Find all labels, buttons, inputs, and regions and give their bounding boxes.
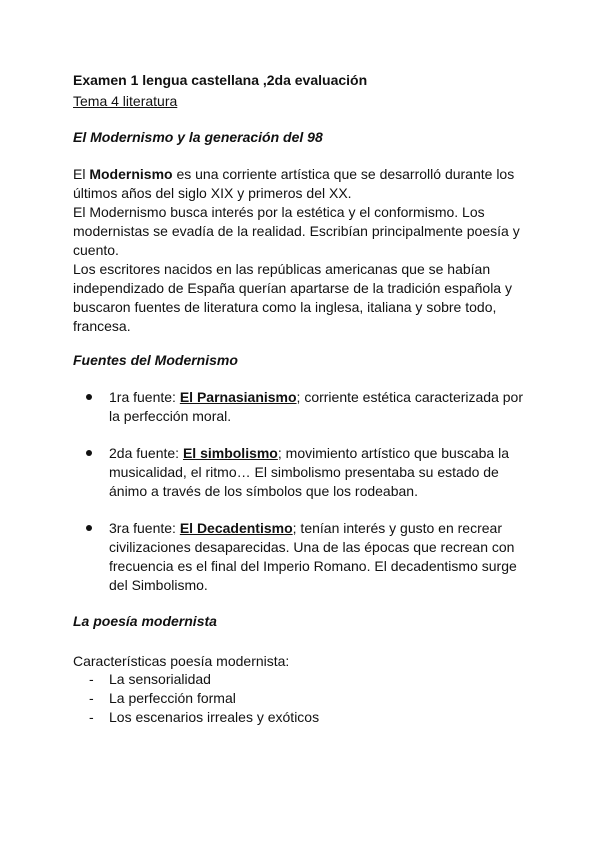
section-heading-modernismo: El Modernismo y la generación del 98: [73, 129, 323, 145]
characteristics-intro: Características poesía modernista:: [73, 653, 290, 669]
list-item: 2da fuente: El simbolismo; movimiento artístico que buscaba la musicalidad, el ritmo… El simbolismo presentaba su estado de ánimo a través de los símbolos que los rodeaban.: [73, 444, 533, 501]
dash-icon: -: [89, 690, 94, 706]
document-subtitle: Tema 4 literatura: [73, 93, 178, 109]
list-item: - La perfección formal: [89, 690, 236, 706]
list-item: - La sensorialidad: [89, 671, 211, 687]
fuente-list-1: [73, 388, 533, 444]
list-item: - Los escenarios irreales y exóticos: [89, 709, 320, 725]
bullet-icon: [86, 394, 92, 400]
bullet-icon: [86, 450, 92, 456]
fuente-name: El Decadentismo: [179, 520, 293, 536]
fuente-name: El Parnasianismo: [179, 389, 297, 405]
characteristics-list: [73, 670, 533, 727]
list-item: 1ra fuente: El Parnasianismo; corriente estética caracterizada por la perfección moral.: [73, 388, 533, 426]
section-heading-poesia: La poesía modernista: [73, 613, 217, 629]
bullet-icon: [86, 525, 92, 531]
fuente-list-2: [73, 444, 533, 519]
paragraph-2: El Modernismo busca interés por la estética y el conformismo. Los modernistas se evadía de la realidad. Escribían principalmente poesía y cuento.: [73, 204, 520, 258]
document-title: Examen 1 lengua castellana ,2da evaluación: [73, 72, 368, 88]
section-heading-fuentes: Fuentes del Modernismo: [73, 352, 238, 368]
dash-icon: -: [89, 671, 94, 687]
list-item: 3ra fuente: El Decadentismo; tenían interés y gusto en recrear civilizaciones desaparecidas. Una de las épocas que recrean con frecuencia es el final del Imperio Romano. El decadentismo surge del Simbolismo.: [73, 519, 533, 595]
modernismo-term: Modernismo: [89, 166, 173, 182]
paragraph-3: Los escritores nacidos en las repúblicas americanas que se habían independizado de España querían apartarse de la tradición española y buscaron fuentes de literatura como la inglesa, italiana y sobre todo, francesa.: [73, 261, 512, 334]
fuente-name: El simbolismo: [182, 445, 278, 461]
intro-paragraphs: [73, 165, 533, 336]
paragraph-1: El Modernismo es una corriente artística que se desarrolló durante los últimos años del siglo XIX y primeros del XX.: [73, 166, 515, 201]
fuente-list-3: [73, 519, 533, 613]
dash-icon: -: [89, 709, 94, 725]
